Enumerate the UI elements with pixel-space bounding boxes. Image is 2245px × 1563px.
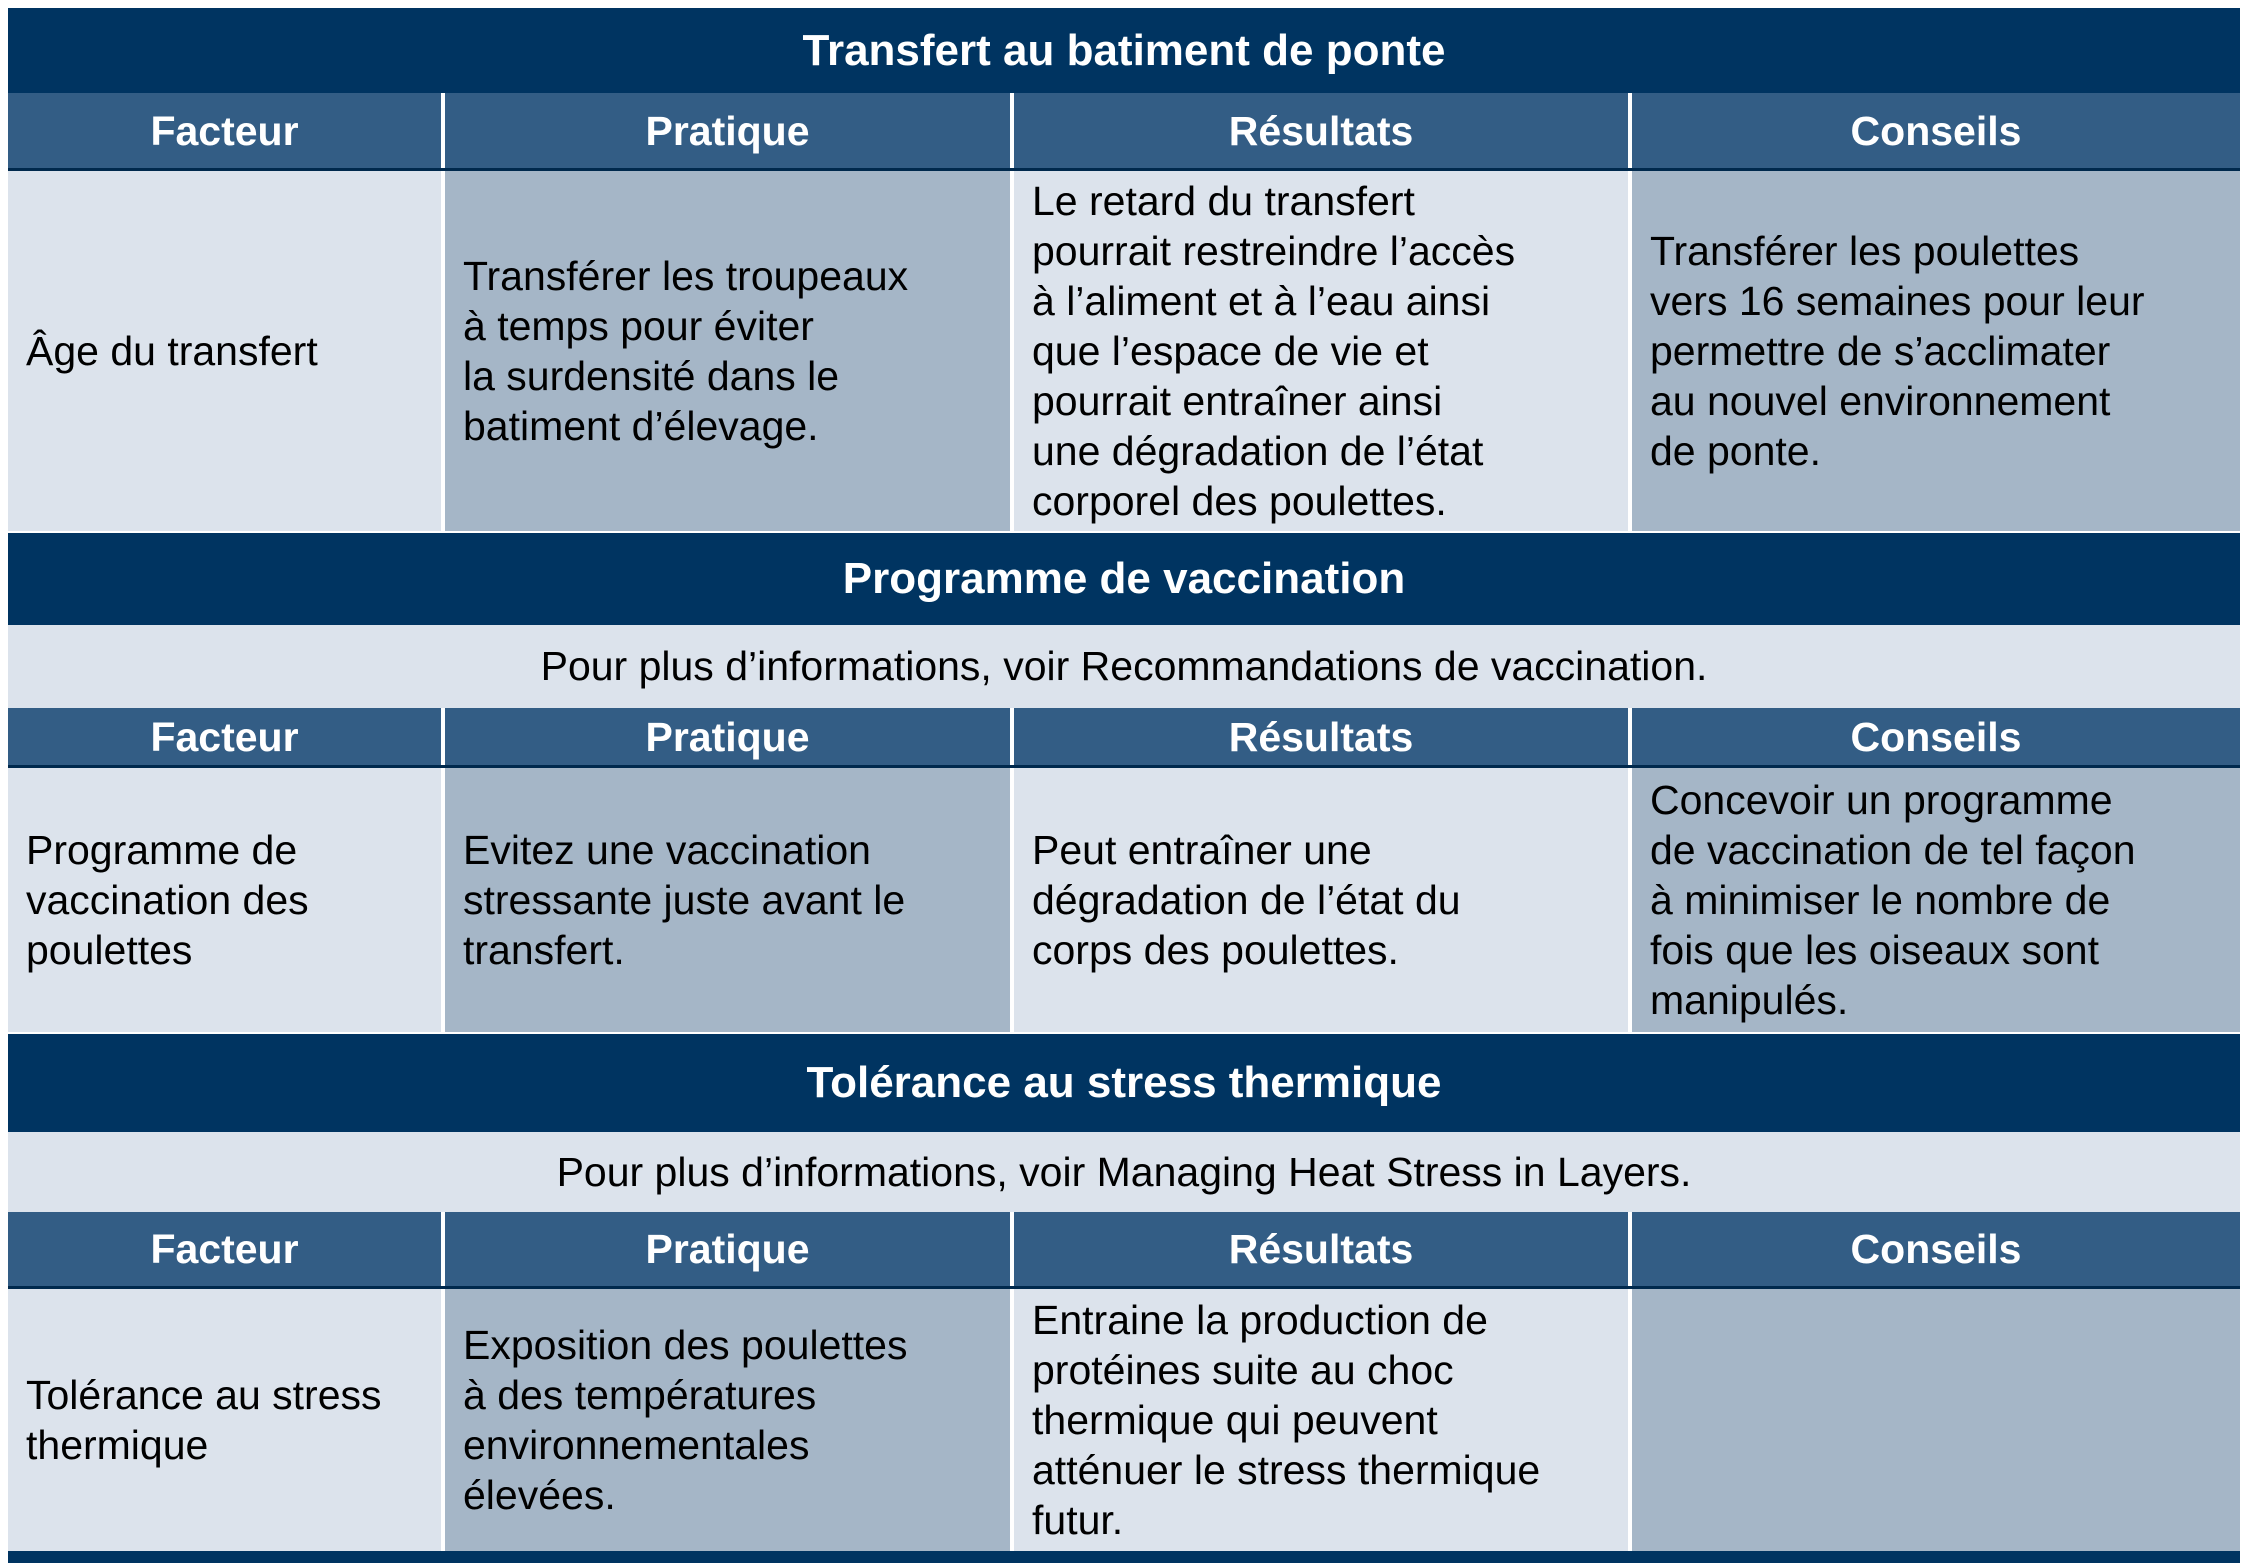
cell-facteur: Tolérance au stress thermique: [8, 1289, 441, 1551]
cell-resultats: Entraine la production de protéines suite au choc thermique qui peuvent atténuer le stress thermique futur.: [1014, 1289, 1628, 1551]
header-pratique: Pratique: [445, 93, 1010, 169]
section-title-vaccination: Programme de vaccination: [8, 533, 2240, 625]
header-row-transfer: [8, 93, 2240, 169]
cell-resultats: Peut entraîner une dégradation de l’état du corps des poulettes.: [1014, 768, 1628, 1032]
bottom-band: [8, 1551, 2240, 1563]
header-row-heat-stress: [8, 1212, 2240, 1287]
header-resultats: Résultats: [1014, 708, 1628, 766]
header-pratique: Pratique: [445, 1212, 1010, 1287]
info-note-vaccination: Pour plus d’informations, voir Recommandations de vaccination.: [8, 625, 2240, 708]
header-conseils: Conseils: [1632, 93, 2240, 169]
cell-conseils: Transférer les poulettes vers 16 semaines pour leur permettre de s’acclimater au nouvel environnement de ponte.: [1632, 171, 2240, 531]
header-row-vaccination: [8, 708, 2240, 766]
cell-pratique: Transférer les troupeaux à temps pour éviter la surdensité dans le batiment d’élevage.: [445, 171, 1010, 531]
cell-resultats: Le retard du transfert pourrait restreindre l’accès à l’aliment et à l’eau ainsi que l’espace de vie et pourrait entraîner ainsi une dégradation de l’état corporel des poulettes.: [1014, 171, 1628, 531]
table-row: [8, 768, 2240, 1032]
table-row: [8, 171, 2240, 531]
cell-facteur: Âge du transfert: [8, 171, 441, 531]
cell-pratique: Exposition des poulettes à des températures environnementales élevées.: [445, 1289, 1010, 1551]
cell-conseils: Concevoir un programme de vaccination de tel façon à minimiser le nombre de fois que les oiseaux sont manipulés.: [1632, 768, 2240, 1032]
info-note-heat-stress: Pour plus d’informations, voir Managing Heat Stress in Layers.: [8, 1132, 2240, 1212]
cell-conseils: [1632, 1289, 2240, 1551]
header-facteur: Facteur: [8, 708, 441, 766]
table-row: [8, 1289, 2240, 1551]
header-facteur: Facteur: [8, 93, 441, 169]
header-pratique: Pratique: [445, 708, 1010, 766]
header-conseils: Conseils: [1632, 1212, 2240, 1287]
header-resultats: Résultats: [1014, 1212, 1628, 1287]
header-conseils: Conseils: [1632, 708, 2240, 766]
section-title-heat-stress: Tolérance au stress thermique: [8, 1034, 2240, 1132]
cell-facteur: Programme de vaccination des poulettes: [8, 768, 441, 1032]
section-title-transfer: Transfert au batiment de ponte: [8, 8, 2240, 93]
cell-pratique: Evitez une vaccination stressante juste avant le transfert.: [445, 768, 1010, 1032]
header-facteur: Facteur: [8, 1212, 441, 1287]
header-resultats: Résultats: [1014, 93, 1628, 169]
